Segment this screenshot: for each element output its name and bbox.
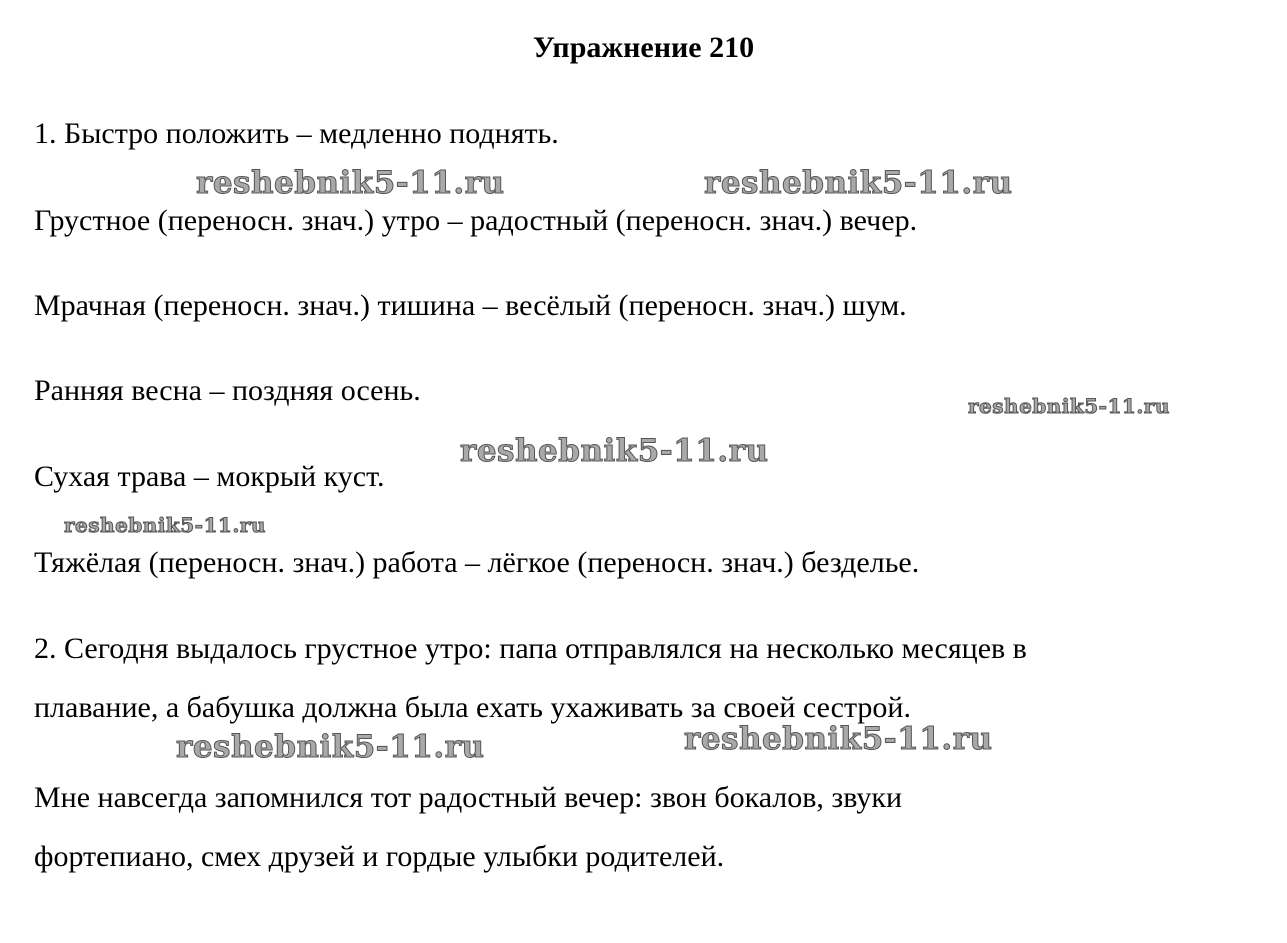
watermark-logo: reshebnik5-11.ru: [704, 165, 1013, 201]
answer-line-7: 2. Сегодня выдалось грустное утро: папа отправлялся на несколько месяцев в: [34, 632, 1027, 665]
answer-line-6: Тяжёлая (переносн. знач.) работа – лёгкое (переносн. знач.) безделье.: [34, 546, 920, 579]
answer-line-2: Грустное (переносн. знач.) утро – радостный (переносн. знач.) вечер.: [34, 204, 918, 237]
answer-line-3: Мрачная (переносн. знач.) тишина – весёлый (переносн. знач.) шум.: [34, 289, 907, 322]
exercise-title: Упражнение 210: [532, 31, 755, 64]
answer-line-1: 1. Быстро положить – медленно поднять.: [34, 117, 559, 150]
watermark-logo: reshebnik5-11.ru: [968, 394, 1170, 418]
watermark-logo: reshebnik5-11.ru: [196, 165, 505, 201]
watermark-logo: reshebnik5-11.ru: [460, 433, 769, 469]
answer-line-5: Сухая трава – мокрый куст.: [34, 460, 385, 493]
watermark-logo: reshebnik5-11.ru: [684, 721, 993, 757]
answer-line-10: фортепиано, смех друзей и гордые улыбки родителей.: [34, 840, 725, 873]
answer-line-8: плавание, а бабушка должна была ехать ухаживать за своей сестрой.: [34, 691, 911, 724]
watermark-logo: reshebnik5-11.ru: [64, 513, 266, 537]
answer-line-9: Мне навсегда запомнился тот радостный вечер: звон бокалов, звуки: [34, 781, 903, 814]
answer-line-4: Ранняя весна – поздняя осень.: [34, 374, 421, 407]
watermark-logo: reshebnik5-11.ru: [176, 729, 485, 765]
